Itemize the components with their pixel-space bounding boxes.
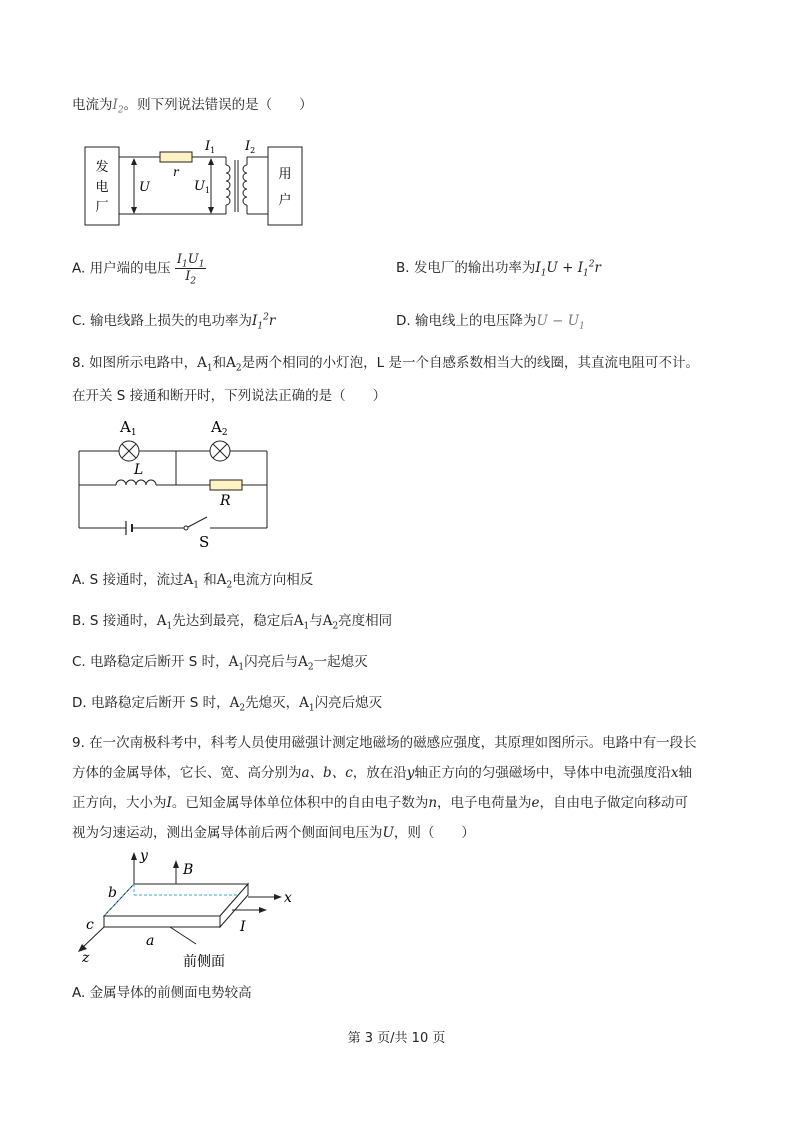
q9-stem-line3: 正方向，大小为I。已知金属导体单位体积中的自由电子数为n，电子电荷量为e，自由电子做定向移动可 xyxy=(72,795,689,811)
q9-option-a[interactable]: A. 金属导体的前侧面电势较高 xyxy=(72,985,252,1001)
q9-stem-line4: 视为匀速运动，测出金属导体前后两个侧面间电压为U，则（ ） xyxy=(72,825,475,841)
svg-text:r: r xyxy=(173,165,179,179)
q8-option-c[interactable]: C. 电路稳定后断开 S 时，$A_1$闪亮后与$A_2$一起熄灭 xyxy=(72,654,368,673)
q9-stem-line1: 9. 在一次南极科考中，科考人员使用磁强计测定地磁场的磁感应强度，其原理如图所示。电路中有一段长 xyxy=(72,735,697,751)
q7-option-c[interactable]: C. 输电线路上损失的电功率为$I_1^2r$ xyxy=(72,312,276,332)
plant-label-3: 厂 xyxy=(95,200,109,215)
svg-text:L: L xyxy=(134,462,144,478)
svg-text:I: I xyxy=(240,919,246,935)
svg-text:U1: $U_1$ xyxy=(193,179,210,195)
block-front-face xyxy=(104,916,220,927)
user-label-1: 用 xyxy=(278,167,292,182)
svg-text:I1: $I_1$ xyxy=(205,139,216,155)
q7-option-a[interactable]: A. 用户端的电压 $\frac{I_1U_1}{I_2}$ xyxy=(72,252,205,287)
svg-text:R: R xyxy=(220,493,231,509)
q7-option-b[interactable]: B. 发电厂的输出功率为$I_1U + I_1^2r$ xyxy=(396,259,601,279)
svg-text:A1: $A_1$ xyxy=(120,418,137,438)
user-label-2: 户 xyxy=(278,193,292,208)
svg-text:前侧面: 前侧面 xyxy=(183,954,225,970)
q8-option-a[interactable]: A. S 接通时，流过$A_1$ 和$A_2$电流方向相反 xyxy=(72,572,314,591)
svg-text:x: x xyxy=(284,890,292,906)
q8-option-d[interactable]: D. 电路稳定后断开 S 时，$A_2$先熄灭，$A_1$闪亮后熄灭 xyxy=(72,695,383,714)
svg-text:c: c xyxy=(86,917,94,933)
page-footer: 第 3 页/共 10 页 xyxy=(347,1031,446,1046)
q9-stem-line2: 方体的金属导体，它长、宽、高分别为a、b、c，放在沿y轴正方向的匀强磁场中，导体中电流强度沿x轴 xyxy=(72,765,693,781)
svg-text:S: S xyxy=(199,533,210,551)
svg-text:a: a xyxy=(146,933,155,949)
q8-stem-line1: 8. 如图所示电路中，$A_1$和$A_2$是两个相同的小灯泡，L 是一个自感系数相当大的线圈，其直流电阻可不计。 xyxy=(72,355,699,374)
svg-text:z: z xyxy=(82,950,90,966)
plant-label-2: 电 xyxy=(95,180,109,195)
q8-option-b[interactable]: B. S 接通时，$A_1$先达到最亮，稳定后$A_1$与$A_2$亮度相同 xyxy=(72,613,393,632)
plant-label-1: 发 xyxy=(95,160,109,175)
svg-text:A2: $A_2$ xyxy=(211,418,228,438)
svg-text:B: B xyxy=(183,862,194,878)
q7-stem: 电流为$I_2$。则下列说法错误的是（ ） xyxy=(72,97,313,116)
q8-stem-line2: 在开关 S 接通和断开时，下列说法正确的是（ ） xyxy=(72,388,387,404)
svg-text:b: b xyxy=(108,885,117,901)
svg-text:y: y xyxy=(140,848,148,864)
q7-option-d[interactable]: D. 输电线上的电压降为$U - U_1$ xyxy=(396,313,585,332)
svg-text:U: U xyxy=(139,180,150,195)
svg-text:I2: $I_2$ xyxy=(245,139,256,155)
